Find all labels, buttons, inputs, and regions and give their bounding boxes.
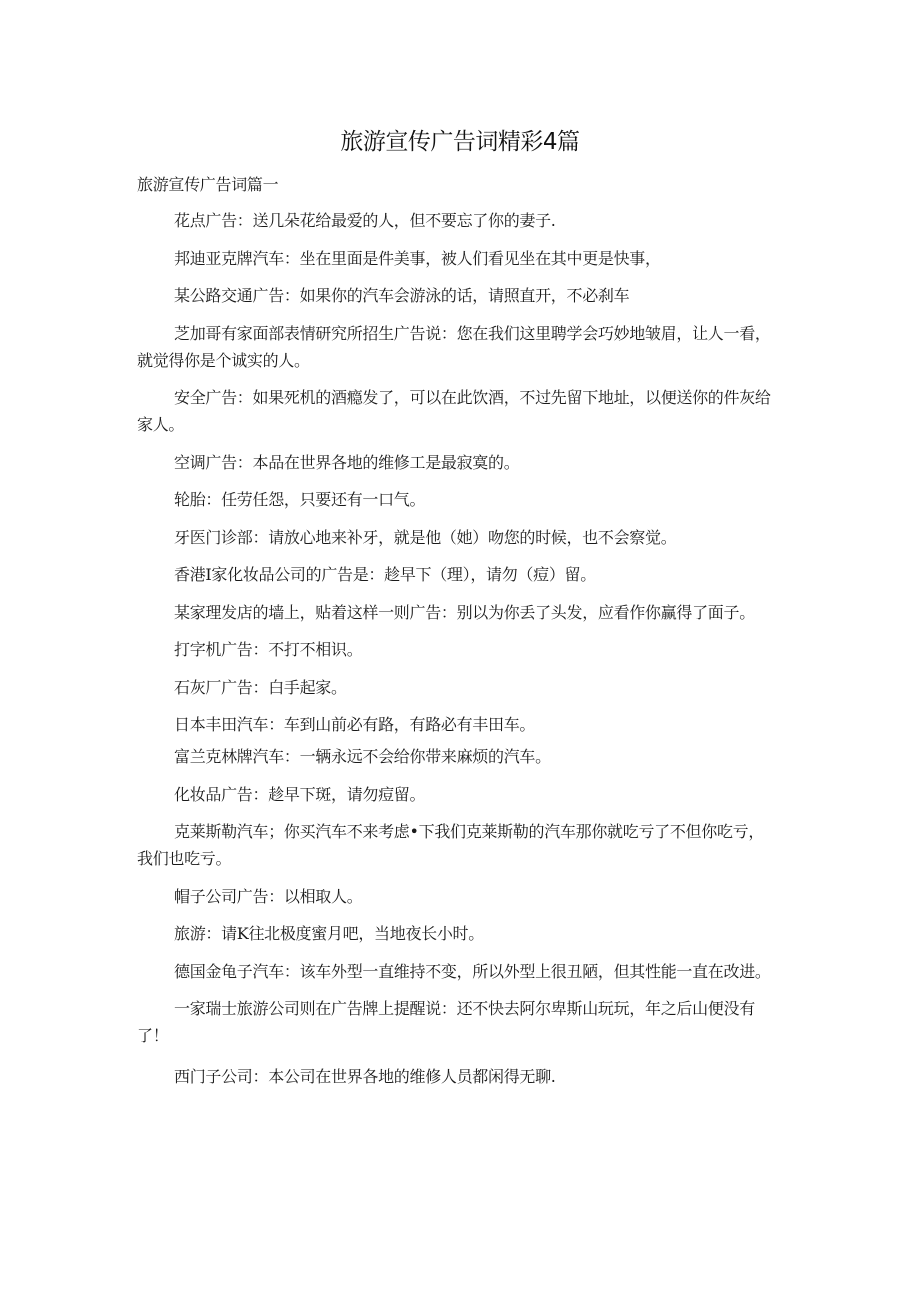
paragraph: 牙医门诊部：请放心地来补牙，就是他（她）吻您的时候，也不会察觉。 (174, 527, 677, 547)
paragraph: 打字机广告：不打不相识。 (174, 640, 363, 659)
paragraph: 德国金龟子汽车：该车外型一直维持不变，所以外型上很丑陋，但其性能一直在改进。 (174, 961, 771, 981)
paragraph: 某公路交通广告：如果你的汽车会游泳的话，请照直开，不必刹车 (174, 286, 630, 305)
paragraph: 旅游：请K往北极度蜜月吧，当地夜长小时。 (174, 924, 484, 943)
section-heading: 旅游宣传广告词篇一 (137, 175, 279, 194)
paragraph: 安全广告：如果死机的酒瘾发了，可以在此饮酒，不过先留下地址，以便送你的件灰给家人。 (137, 388, 771, 434)
paragraph: 帽子公司广告：以相取人。 (174, 886, 363, 906)
paragraph: 克莱斯勒汽车；你买汽车不来考虑•下我们克莱斯勒的汽车那你就吃亏了不但你吃亏，我们也吃亏。 (137, 822, 765, 868)
document-title: 旅游宣传广告词精彩4篇 (340, 129, 580, 155)
paragraph: 石灰厂广告：白手起家。 (174, 677, 347, 697)
paragraph: 某家理发店的墙上，贴着这样一则广告：别以为你丢了头发，应看作你赢得了面子。 (174, 602, 755, 622)
paragraph: 空调广告：本品在世界各地的维修工是最寂寞的。 (174, 452, 520, 472)
document-body (137, 207, 775, 1101)
paragraph: 香港I家化妆品公司的广告是：趁早下（理），请勿（痘）留。 (174, 565, 596, 584)
paragraph: 轮胎：任劳任怨，只要还有一口气。 (174, 490, 426, 509)
paragraph: 化妆品广告：趁早下斑，请勿痘留。 (174, 784, 426, 804)
paragraph: 邦迪亚克牌汽车：坐在里面是件美事，被人们看见坐在其中更是快事， (174, 248, 661, 268)
paragraph: 西门子公司：本公司在世界各地的维修人员都闲得无聊. (174, 1067, 556, 1086)
paragraph: 富兰克林牌汽车：一辆永远不会给你带来麻烦的汽车。 (174, 747, 551, 766)
paragraph: 日本丰田汽车：车到山前必有路，有路必有丰田车。 (174, 715, 536, 734)
paragraph: 花点广告：送几朵花给最爱的人，但不要忘了你的妻子. (174, 211, 556, 230)
paragraph: 一家瑞士旅游公司则在广告牌上提醒说：还不快去阿尔卑斯山玩玩，年之后山便没有了！ (137, 999, 755, 1045)
paragraph: 芝加哥有家面部表情研究所招生广告说：您在我们这里聘学会巧妙地皱眉，让人一看，就觉得你是个诚实的人。 (137, 323, 771, 370)
